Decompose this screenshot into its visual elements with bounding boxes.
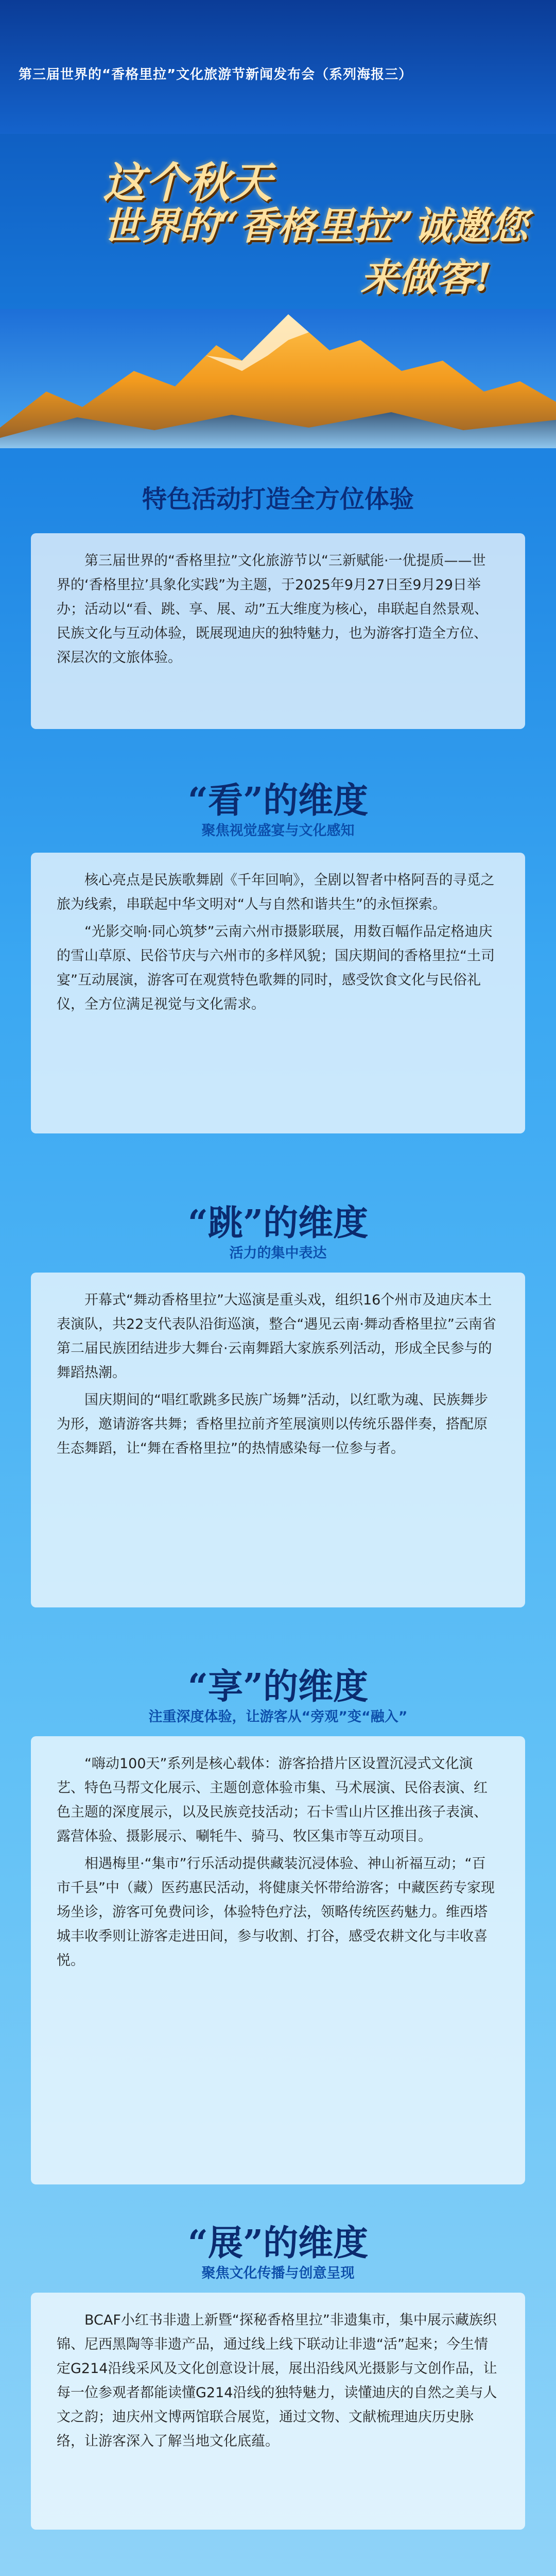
- snow-mountain-illustration: [0, 309, 556, 448]
- section-paragraph: 核心亮点是民族歌舞剧《千年回响》，全剧以智者中格阿吾的寻觅之旅为线索，串联起中华文明对“人与自然和谐共生”的永恒探索。: [57, 872, 495, 912]
- section-title-tiao: “跳”的维度: [187, 1202, 369, 1244]
- hero-slogan-line2: 世界的“香格里拉”诚邀您: [103, 204, 528, 248]
- series-title: 第三届世界的“香格里拉”文化旅游节新闻发布会（系列海报三）: [19, 67, 413, 82]
- section-subtitle-xiang: 注重深度体验，让游客从“旁观”变“融入”: [148, 1709, 408, 1725]
- section-card-tiao: [31, 1273, 525, 1607]
- section-card-xiang: [31, 1736, 525, 2184]
- hero-slogan-line3: 来做客!: [360, 256, 492, 300]
- section-card-zhan: [31, 2293, 525, 2530]
- section-title-kan: “看”的维度: [187, 780, 369, 821]
- section-paragraph: “嗨动100天”系列是核心载体：游客拾措片区设置沉浸式文化演艺、特色马帮文化展示、主题创意体验市集、马术展演、民俗表演、红色主题的深度展示，以及民族竞技活动；石卡雪山片区推出孩子表演、露营体验、摄影展示、唰牦牛、骑马、牧区集市等互动项目。: [57, 1756, 488, 1844]
- section-paragraph: 国庆期间的“唱红歌跳多民族广场舞”活动，以红歌为魂、民族舞步为形，邀请游客共舞；香格里拉前齐笙展演则以传统乐器伴奏，搭配原生态舞蹈，让“舞在香格里拉”的热情感染每一位参与者。: [57, 1392, 488, 1456]
- hero-slogan-line1: 这个秋天: [103, 158, 272, 208]
- section-card-kan: [31, 853, 525, 1133]
- section-title-dong: [0, 2571, 556, 2576]
- intro-text: 第三届世界的“香格里拉”文化旅游节以“三新赋能·一优提质——世界的‘香格里拉’具象化实践”为主题，于2025年9月27日至9月29日举办；活动以“看、跳、享、展、动”五大维度为核心，串联起自然景观、民族文化与互动体验，既展现迪庆的独特魅力，也为游客打造全方位、深层次的文旅体验。: [57, 553, 488, 666]
- section-subtitle-zhan: 聚焦文化传播与创意呈现: [201, 2265, 355, 2281]
- section-paragraph: “光影交响·同心筑梦”云南六州市摄影联展，用数百幅作品定格迪庆的雪山草原、民俗节庆与六州市的多样风貌；国庆期间的香格里拉“土司宴”互动展演，游客可在观赏特色歌舞的同时，感受饮食文化与民俗礼仪，全方位满足视觉与文化需求。: [57, 924, 495, 1012]
- section-title-zhan: “展”的维度: [187, 2223, 369, 2264]
- main-heading: 特色活动打造全方位体验: [142, 485, 414, 514]
- intro-card: [31, 533, 525, 729]
- section-paragraph: 开幕式“舞动香格里拉”大巡演是重头戏，组织16个州市及迪庆本土表演队，共22支代表队沿街巡演，整合“遇见云南·舞动香格里拉”云南省第二届民族团结进步大舞台·云南舞蹈大家族系列活动，形成全民参与的舞蹈热潮。: [57, 1292, 496, 1381]
- section-subtitle-tiao: 活力的集中表达: [229, 1245, 327, 1261]
- section-paragraph: 相遇梅里·“集市”行乐活动提供藏装沉浸体验、神山祈福互动；“百市千县”中（藏）医药惠民活动，将健康关怀带给游客；中藏医药专家现场坐诊，游客可免费问诊，体验特色疗法，领略传统医药魅力。维西塔城丰收季则让游客走进田间，参与收割、打谷，感受农耕文化与丰收喜悦。: [57, 1856, 495, 1969]
- section-subtitle-kan: 聚焦视觉盛宴与文化感知: [201, 823, 355, 839]
- section-paragraph: BCAF小红书非遗上新暨“探秘香格里拉”非遗集市，集中展示藏族织锦、尼西黑陶等非遗产品，通过线上线下联动让非遗“活”起来；今生情定G214沿线采风及文化创意设计展，展出沿线风光摄影与文创作品，让每一位参观者都能读懂G214沿线的独特魅力，读懂迪庆的自然之美与人文之韵；迪庆州文博两馆联合展览，通过文物、文献梳理迪庆历史脉络，让游客深入了解当地文化底蕴。: [57, 2312, 497, 2449]
- section-title-xiang: “享”的维度: [187, 1666, 369, 1707]
